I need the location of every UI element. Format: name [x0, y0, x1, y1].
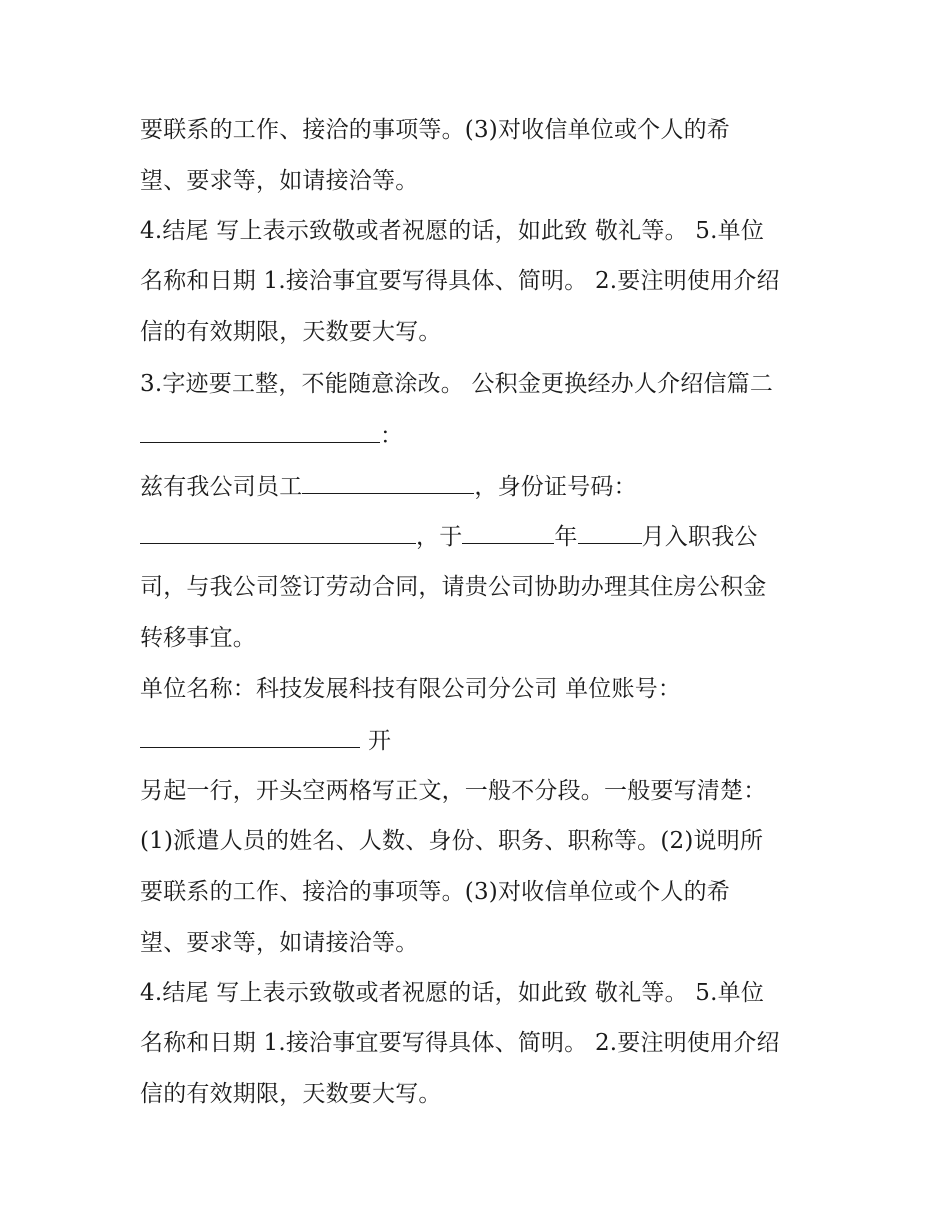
text-line — [140, 826, 763, 856]
text-line — [140, 776, 766, 806]
text-segment: 望、要求等，如请接洽等。 — [140, 168, 419, 194]
text-segment: 年 — [554, 524, 578, 550]
text-line — [140, 369, 773, 399]
text-segment: 单位名称：科技发展科技有限公司分公司 单位账号： — [140, 676, 682, 702]
text-segment: 望、要求等，如请接洽等。 — [140, 930, 419, 956]
text-segment: 信的有效期限，天数要大写。 — [140, 319, 442, 345]
text-line — [140, 216, 764, 246]
text-segment: 4.结尾 写上表示致敬或者祝愿的话，如此致 敬礼等。 5.单位 — [140, 980, 765, 1006]
text-segment: 开 — [368, 728, 392, 754]
account-number-blank — [140, 725, 360, 748]
month-blank — [578, 521, 642, 544]
text-segment: 信的有效期限，天数要大写。 — [140, 1081, 442, 1107]
text-segment: 兹有我公司员工 — [140, 474, 303, 500]
text-segment: ： — [380, 423, 404, 449]
text-line — [140, 928, 418, 958]
text-segment: (1)派遣人员的姓名、人数、身份、职务、职称等。(2)说明所 — [140, 828, 764, 854]
text-line — [140, 1079, 442, 1109]
text-line — [140, 166, 418, 196]
employee-line — [140, 471, 637, 502]
text-segment: 司，与我公司签订劳动合同，请贵公司协助办理其住房公积金 — [140, 574, 767, 600]
text-segment: 名称和日期 1.接洽事宜要写得具体、简明。 2.要注明使用介绍 — [140, 1030, 780, 1056]
recipient-line — [140, 420, 403, 451]
text-line — [140, 1028, 780, 1058]
text-line — [140, 674, 681, 704]
text-line — [140, 623, 256, 653]
text-segment: ，于 — [416, 524, 463, 550]
text-line — [140, 115, 730, 145]
account-line — [140, 725, 391, 756]
text-segment: 转移事宜。 — [140, 625, 256, 651]
recipient-blank — [140, 420, 380, 443]
text-segment: 4.结尾 写上表示致敬或者祝愿的话，如此致 敬礼等。 5.单位 — [140, 218, 765, 244]
text-line — [140, 978, 764, 1008]
text-segment: ，身份证号码： — [474, 474, 637, 500]
text-line — [140, 877, 730, 907]
text-line — [140, 317, 442, 347]
text-segment: 3.字迹要工整，不能随意涂改。 公积金更换经办人介绍信篇二 — [140, 371, 774, 397]
text-segment: 要联系的工作、接洽的事项等。(3)对收信单位或个人的希 — [140, 117, 730, 143]
text-segment: 名称和日期 1.接洽事宜要写得具体、简明。 2.要注明使用介绍 — [140, 268, 780, 294]
id-date-line — [140, 521, 758, 552]
text-line — [140, 572, 766, 602]
text-line — [140, 266, 780, 296]
employee-name-blank — [302, 471, 474, 494]
year-blank — [462, 521, 554, 544]
text-segment: 月入职我公 — [641, 524, 758, 550]
id-number-blank — [140, 521, 416, 544]
text-segment: 要联系的工作、接洽的事项等。(3)对收信单位或个人的希 — [140, 879, 730, 905]
text-segment: 另起一行，开头空两格写正文，一般不分段。一般要写清楚： — [140, 778, 767, 804]
